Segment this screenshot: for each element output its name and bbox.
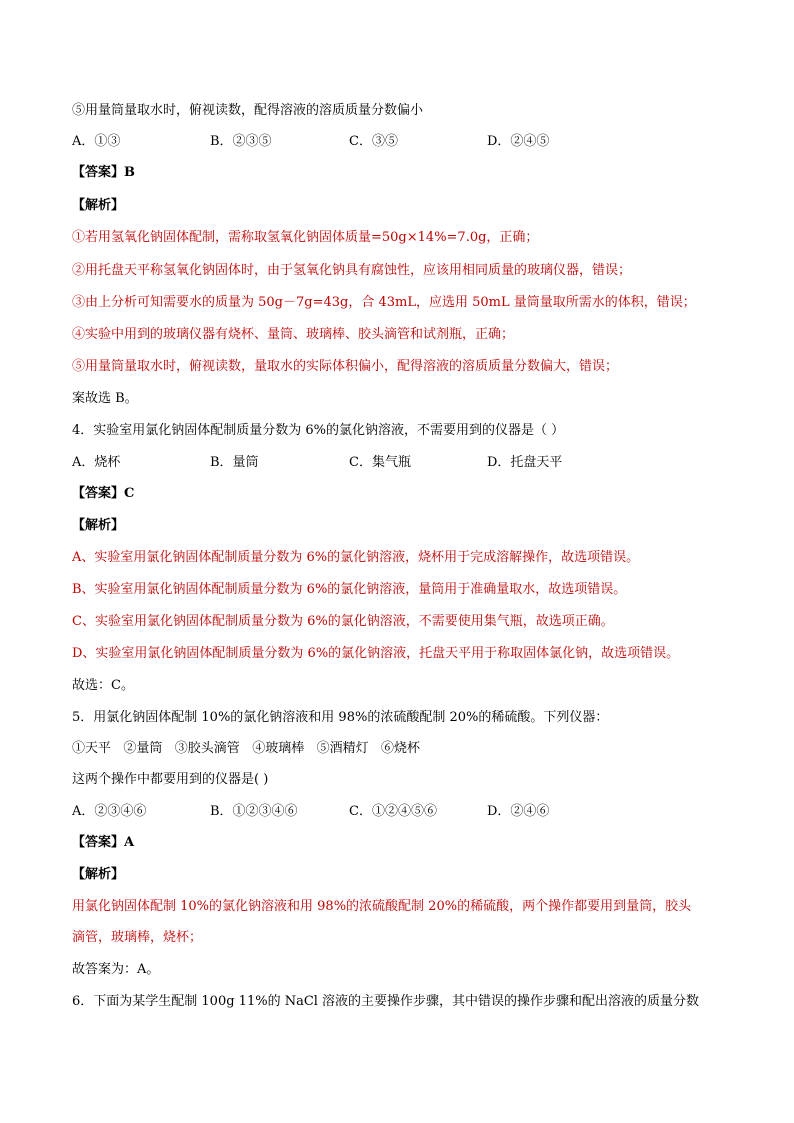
q5-options (72, 803, 734, 821)
q5-answer: 【答案】A (72, 835, 135, 850)
q4-analysis-label: 【解析】 (72, 518, 125, 533)
q4-analysis-line: C、实验室用氯化钠固体配制质量分数为 6%的氯化钠溶液，不需要使用集气瓶，故选项正确。 (72, 614, 614, 629)
q4-option-d: D．托盘天平 (487, 455, 563, 470)
q3-analysis-line: ②用托盘天平称氢氧化钠固体时，由于氢氧化钠具有腐蚀性，应该用相同质量的玻璃仪器，错误； (72, 263, 632, 278)
q5-conclusion: 故答案为：A。 (72, 962, 160, 977)
q4-question: 4．实验室用氯化钠固体配制质量分数为 6%的氯化钠溶液，不需要用到的仪器是（ ） (72, 423, 565, 438)
q4-option-b: B．量筒 (210, 455, 259, 470)
q3-analysis-line: ⑤用量筒量取水时，俯视读数，量取水的实际体积偏小，配得溶液的溶质质量分数偏大，错误； (72, 359, 619, 374)
q5-analysis-line: 滴管，玻璃棒，烧杯； (72, 930, 203, 945)
q3-analysis-label: 【解析】 (72, 198, 125, 213)
q3-option-b: B．②③⑤ (210, 134, 272, 149)
q3-analysis-line: ④实验中用到的玻璃仪器有烧杯、量筒、玻璃棒、胶头滴管和试剂瓶，正确； (72, 327, 515, 342)
q5-option-b: B．①②③④⑥ (210, 804, 298, 819)
q3-option-c: C．③⑤ (349, 134, 398, 149)
q4-options (72, 454, 734, 472)
q3-analysis-line: ①若用氢氧化钠固体配制，需称取氢氧化钠固体质量=50g×14%=7.0g，正确； (72, 230, 539, 245)
q3-statement-5: ⑤用量筒量取水时，俯视读数，配得溶液的溶质质量分数偏小 (72, 103, 424, 118)
q5-question: 5．用氯化钠固体配制 10%的氯化钠溶液和用 98%的浓硫酸配制 20%的稀硫酸。下列仪器： (72, 710, 609, 725)
q3-conclusion: 案故选 B。 (72, 391, 138, 406)
q4-answer: 【答案】C (72, 486, 135, 501)
q3-analysis-line: ③由上分析可知需要水的质量为 50g－7g=43g，合 43mL，应选用 50mL 量筒量取所需水的体积，错误； (72, 295, 696, 310)
q4-analysis-line: A、实验室用氯化钠固体配制质量分数为 6%的氯化钠溶液，烧杯用于完成溶解操作，故选项错误。 (72, 550, 640, 565)
q5-option-d: D．②④⑥ (487, 804, 550, 819)
q5-option-a: A．②③④⑥ (72, 804, 147, 819)
q3-option-d: D．②④⑤ (487, 134, 550, 149)
q5-items: ①天平 ②量筒 ③胶头滴管 ④玻璃棒 ⑤酒精灯 ⑥烧杯 (72, 741, 420, 756)
q3-options (72, 133, 734, 151)
q4-analysis-line: B、实验室用氯化钠固体配制质量分数为 6%的氯化钠溶液，量筒用于准确量取水，故选项错误。 (72, 582, 627, 597)
q4-option-a: A．烧杯 (72, 455, 121, 470)
q4-analysis-line: D、实验室用氯化钠固体配制质量分数为 6%的氯化钠溶液，托盘天平用于称取固体氯化钠，故选项错误。 (72, 646, 680, 661)
q3-answer: 【答案】B (72, 165, 135, 180)
q5-analysis-line: 用氯化钠固体配制 10%的氯化钠溶液和用 98%的浓硫酸配制 20%的稀硫酸，两个操作都要用到量筒，胶头 (72, 899, 692, 914)
q5-ask: 这两个操作中都要用到的仪器是( ) (72, 772, 269, 787)
q6-question: 6．下面为某学生配制 100g 11%的 NaCl 溶液的主要操作步骤，其中错误的操作步骤和配出溶液的质量分数 (72, 994, 700, 1009)
q4-option-c: C．集气瓶 (349, 455, 411, 470)
q5-analysis-label: 【解析】 (72, 867, 125, 882)
q4-conclusion: 故选：C。 (72, 678, 134, 693)
q3-option-a: A．①③ (72, 134, 121, 149)
q5-option-c: C．①②④⑤⑥ (349, 804, 437, 819)
